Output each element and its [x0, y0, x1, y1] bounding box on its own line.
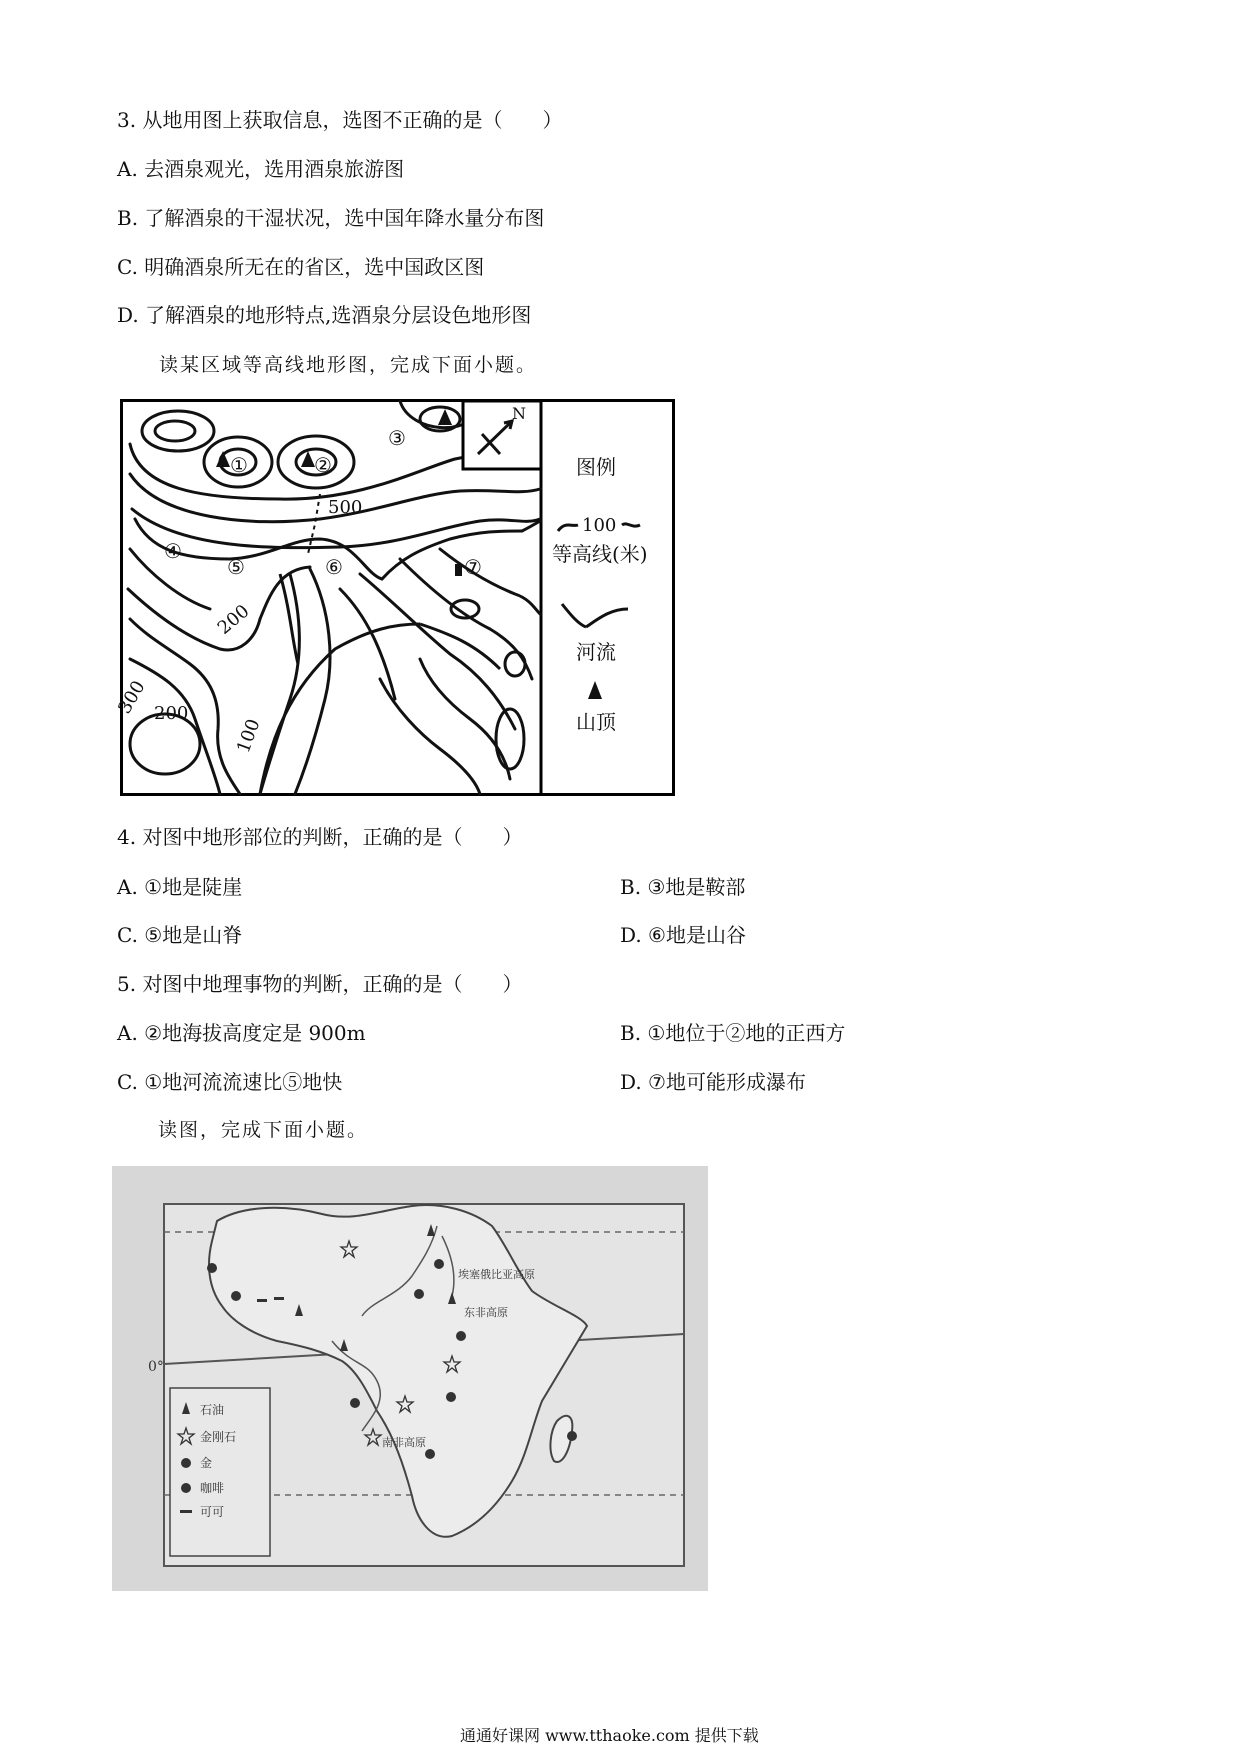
label-7: ⑦ — [464, 555, 482, 579]
label-4: ④ — [164, 539, 182, 563]
q5-option-c: C. ①地河流流速比⑤地快 — [117, 1070, 343, 1094]
coffee-icon — [414, 1289, 424, 1299]
label-2: ② — [314, 453, 332, 477]
legend-oil-label: 石油 — [200, 1403, 225, 1417]
coffee-icon — [231, 1291, 241, 1301]
gold-icon — [434, 1259, 444, 1269]
q4-stem: 4. 对图中地形部位的判断，正确的是（ ） — [117, 825, 523, 849]
region-label-ethiopia: 埃塞俄比亚高原 — [458, 1268, 535, 1281]
contour-label-500: 500 — [328, 497, 363, 518]
legend-title: 图例 — [576, 455, 616, 479]
cliff-mark — [455, 564, 462, 576]
north-label: N — [512, 404, 526, 423]
legend-peak-label: 山顶 — [576, 710, 616, 734]
gold-icon — [425, 1449, 435, 1459]
legend-river-label: 河流 — [576, 640, 616, 664]
q4-option-b: B. ③地是鞍部 — [620, 875, 746, 899]
contour-label-100: 100 — [232, 716, 265, 756]
cocoa-icon — [257, 1299, 267, 1302]
coffee-icon — [350, 1398, 360, 1408]
legend-contour-label: 等高线(米) — [552, 542, 648, 566]
label-3: ③ — [388, 426, 406, 450]
legend-gold-icon — [181, 1458, 191, 1468]
intro-africa: 读图，完成下面小题。 — [158, 1119, 369, 1141]
q3-option-b: B. 了解酒泉的干湿状况，选中国年降水量分布图 — [117, 206, 545, 230]
q5-option-d: D. ⑦地可能形成瀑布 — [620, 1070, 806, 1094]
q5-option-b: B. ①地位于②地的正西方 — [620, 1021, 846, 1045]
legend-cocoa-icon — [180, 1510, 192, 1513]
region-label-east-africa: 东非高原 — [464, 1306, 508, 1319]
gold-icon — [446, 1392, 456, 1402]
coffee-icon — [207, 1263, 217, 1273]
legend-coffee-label: 咖啡 — [200, 1481, 225, 1495]
legend-contour-value: 100 — [582, 515, 617, 536]
label-6: ⑥ — [325, 555, 343, 579]
intro-contour: 读某区域等高线地形图，完成下面小题。 — [159, 354, 538, 376]
footer-text: 通通好课网 www.tthaoke.com 提供下载 — [460, 1726, 759, 1745]
label-5: ⑤ — [227, 555, 245, 579]
q5-stem: 5. 对图中地理事物的判断，正确的是（ ） — [117, 972, 523, 996]
q5-option-a: A. ②地海拔高度定是 900m — [117, 1021, 366, 1045]
legend-coffee-icon — [181, 1483, 191, 1493]
equator-label: 0° — [148, 1359, 164, 1375]
contour-label-200-b: 200 — [154, 703, 189, 724]
contour-label-300: 300 — [114, 677, 150, 718]
legend-diamond-label: 金刚石 — [200, 1430, 237, 1444]
contour-map — [114, 399, 675, 796]
q4-option-c: C. ⑤地是山脊 — [117, 923, 243, 947]
africa-map — [112, 1166, 708, 1591]
legend-cocoa-label: 可可 — [200, 1505, 225, 1519]
label-1: ① — [230, 453, 248, 477]
coffee-icon — [567, 1431, 577, 1441]
q4-option-d: D. ⑥地是山谷 — [620, 923, 746, 947]
coffee-icon — [456, 1331, 466, 1341]
contour-label-200-a: 200 — [213, 600, 254, 639]
cocoa-icon — [274, 1297, 284, 1300]
q3-option-c: C. 明确酒泉所无在的省区，选中国政区图 — [117, 255, 485, 279]
region-label-south-africa: 南非高原 — [382, 1436, 426, 1449]
q4-option-a: A. ①地是陡崖 — [117, 875, 243, 899]
legend-gold-label: 金 — [200, 1456, 213, 1470]
q3-option-d: D. 了解酒泉的地形特点,选酒泉分层设色地形图 — [117, 303, 532, 327]
q3-stem: 3. 从地用图上获取信息，选图不正确的是（ ） — [117, 108, 563, 132]
q3-option-a: A. 去酒泉观光，选用酒泉旅游图 — [117, 157, 405, 181]
